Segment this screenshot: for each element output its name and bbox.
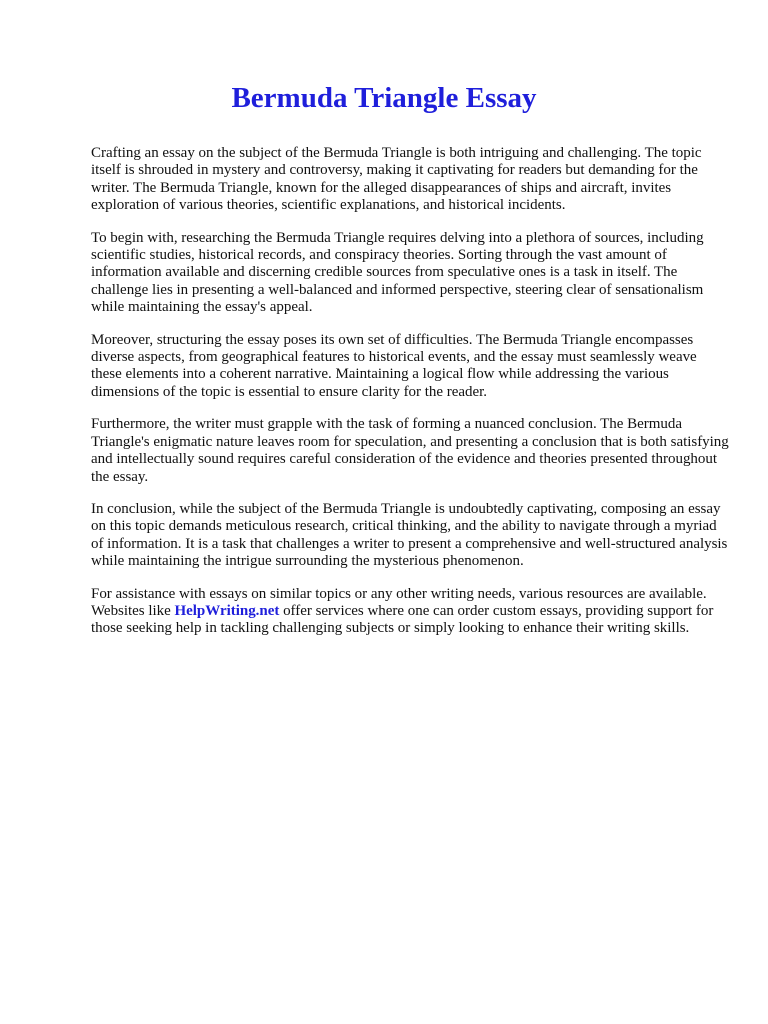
resources-text-after-link: offer services where one can order custom essays, providing support for those seeking help in tackling challenging subjects or simply looking to enhance their writing skills. [91, 602, 714, 637]
document-title: Bermuda Triangle Essay [231, 82, 537, 114]
paragraph-conclusion: In conclusion, while the subject of the Bermuda Triangle is undoubtedly captivating, composing an essay on this topic demands meticulous research, critical thinking, and the ability to navigate through a myriad of information. It is a task that challenges a writer to present a comprehensive and well-structured analysis while maintaining the intrigue surrounding the mysterious phenomenon. [91, 500, 728, 570]
paragraph-research: To begin with, researching the Bermuda Triangle requires delving into a plethora of sources, including scientific studies, historical records, and conspiracy theories. Sorting through the vast amount of information available and discerning credible sources from speculative ones is a task in itself. The challenge lies in presenting a well-balanced and informed perspective, steering clear of sensationalism while maintaining the essay's appeal. [91, 229, 704, 316]
helpwriting-link[interactable]: HelpWriting.net [174, 602, 280, 619]
paragraph-structure: Moreover, structuring the essay poses its own set of difficulties. The Bermuda Triangle encompasses diverse aspects, from geographical features to historical events, and the essay must seamlessly weave these elements into a coherent narrative. Maintaining a logical flow while addressing the various dimensions of the topic is essential to ensure clarity for the reader. [91, 331, 697, 400]
essay-body [91, 145, 731, 653]
paragraph-intro: Crafting an essay on the subject of the Bermuda Triangle is both intriguing and challenging. The topic itself is shrouded in mystery and controversy, making it captivating for readers but demanding for the writer. The Bermuda Triangle, known for the alleged disappearances of ships and aircraft, invites exploration of various theories, scientific explanations, and historical incidents. [91, 145, 702, 214]
paragraph-conclusion-challenge: Furthermore, the writer must grapple with the task of forming a nuanced conclusion. The Bermuda Triangle's enigmatic nature leaves room for speculation, and presenting a conclusion that is both satisfying and intellectually sound requires careful consideration of the evidence and theories presented throughout the essay. [91, 416, 729, 485]
paragraph-resources [91, 586, 731, 638]
resources-text-before-link: For assistance with essays on similar topics or any other writing needs, various resources are available. Websites like [91, 585, 707, 619]
